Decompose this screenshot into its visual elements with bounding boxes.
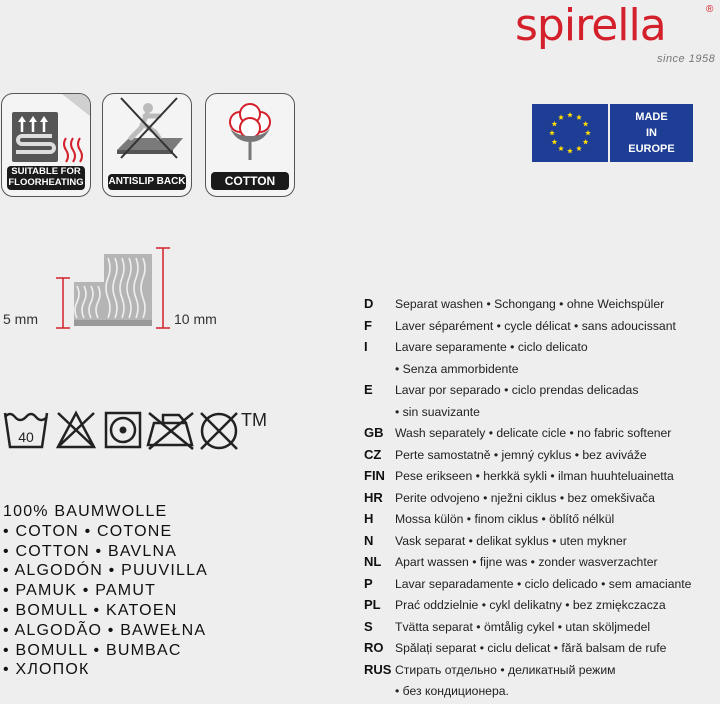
language-code: HR bbox=[364, 489, 383, 505]
instruction-text: Laver séparément • cycle délicat • sans adoucissant bbox=[395, 318, 676, 333]
composition-line: • ALGODÓN • PUUVILLA bbox=[3, 562, 209, 580]
composition-line: 100% BAUMWOLLE bbox=[3, 503, 168, 520]
instruction-text: Lavar por separado • ciclo prendas delicadas bbox=[395, 383, 639, 397]
made-in-europe-text bbox=[610, 104, 693, 162]
composition-line: • BOMULL • BUMBAC bbox=[3, 641, 182, 659]
language-code: FIN bbox=[364, 468, 385, 483]
spirella-logo: spirella bbox=[515, 0, 666, 51]
composition-line: • COTON • COTONE bbox=[3, 522, 173, 540]
composition-line: • PAMUK • PAMUT bbox=[3, 582, 157, 600]
composition-list bbox=[3, 502, 208, 680]
language-code: F bbox=[364, 317, 372, 333]
antislip-label: ANTISLIP BACK bbox=[108, 174, 186, 190]
pile-icon bbox=[0, 240, 260, 340]
instruction-text: • Senza ammorbidente bbox=[395, 361, 519, 376]
europe-text: EUROPE bbox=[628, 143, 675, 155]
instruction-text: Pese erikseen • herkkä sykli • ilman huuhteluainetta bbox=[395, 469, 674, 483]
instruction-text: Lavare separamente • ciclo delicato bbox=[395, 340, 588, 354]
language-code: CZ bbox=[364, 446, 382, 462]
instruction-text: • sin suavizante bbox=[395, 404, 480, 419]
eu-flag-icon bbox=[532, 104, 608, 162]
composition-line: • ХЛОПОК bbox=[3, 661, 90, 679]
language-code: S bbox=[364, 618, 373, 634]
instruction-text: Perite odvojeno • nježni ciklus • bez omekšivača bbox=[395, 490, 655, 505]
instruction-text: Apart wassen • fijne was • zonder wasverzachter bbox=[395, 555, 658, 569]
eu-star bbox=[549, 130, 555, 135]
instruction-text: Tvätta separat • ömtålig cykel • utan sköljmedel bbox=[395, 619, 651, 634]
language-code: H bbox=[364, 511, 374, 526]
language-code: GB bbox=[364, 425, 384, 440]
care-symbols bbox=[3, 405, 273, 455]
eu-star bbox=[552, 139, 558, 144]
no-ironing-icon bbox=[148, 413, 193, 449]
eu-star bbox=[552, 121, 558, 126]
eu-star bbox=[583, 121, 589, 126]
language-code: N bbox=[364, 532, 374, 548]
eu-star bbox=[585, 130, 591, 135]
instruction-text: • без кондиционера. bbox=[395, 684, 509, 698]
eu-star bbox=[567, 148, 573, 153]
eu-star bbox=[576, 146, 582, 151]
eu-star bbox=[583, 139, 589, 144]
eu-star bbox=[576, 114, 582, 119]
cotton-badge bbox=[205, 93, 295, 197]
language-code: RO bbox=[364, 640, 384, 655]
instruction-text: Mossa külön • finom ciklus • öblítő nélkül bbox=[395, 512, 615, 526]
floor-heating-icon bbox=[2, 94, 90, 169]
wash-temp-text: 40 bbox=[18, 429, 34, 445]
instruction-text: Spălați separat • ciclu delicat • fără balsam de rufe bbox=[395, 641, 667, 655]
no-bleach-icon bbox=[58, 413, 94, 447]
composition-line: • ALGODÃO • BAWEŁNA bbox=[3, 621, 207, 639]
pile-height-diagram bbox=[0, 240, 260, 340]
composition-line: • BOMULL • KATOEN bbox=[3, 601, 178, 619]
instruction-text: Wash separately • delicate cicle • no fabric softener bbox=[395, 426, 672, 440]
trademark-label: TM bbox=[241, 410, 267, 430]
floorheating-badge bbox=[1, 93, 91, 197]
eu-star bbox=[567, 112, 573, 117]
language-code: D bbox=[364, 296, 374, 311]
composition-line: • COTTON • BAVLNA bbox=[3, 542, 178, 560]
language-code: RUS bbox=[364, 661, 392, 677]
pile-left-label: 5 mm bbox=[3, 311, 38, 327]
floorheating-label-2: FLOORHEATING bbox=[8, 176, 84, 188]
language-code: E bbox=[364, 382, 373, 397]
registered-mark: ® bbox=[706, 4, 714, 15]
instruction-text: Separat washen • Schongang • ohne Weichspüler bbox=[395, 297, 665, 311]
pile-right-label: 10 mm bbox=[174, 311, 217, 327]
language-code: PL bbox=[364, 597, 381, 612]
antislip-badge bbox=[102, 93, 192, 197]
language-code: I bbox=[364, 339, 368, 354]
cotton-label: COTTON bbox=[211, 172, 289, 190]
instruction-text: Vask separat • delikat syklus • uten mykner bbox=[395, 533, 627, 548]
language-code: NL bbox=[364, 554, 382, 569]
eu-star bbox=[558, 114, 564, 119]
instruction-text: Lavar separadamente • ciclo delicado • sem amaciante bbox=[395, 576, 692, 591]
instruction-text: Perte samostatně • jemný cyklus • bez aviváže bbox=[395, 447, 647, 462]
floorheating-label-1: SUITABLE FOR bbox=[11, 166, 81, 177]
eu-star bbox=[558, 146, 564, 151]
instruction-text: Prać oddzielnie • cykl delikatny • bez zmiękczacza bbox=[395, 598, 666, 612]
no-dry-clean-icon bbox=[201, 413, 237, 449]
language-code: P bbox=[364, 575, 373, 591]
instruction-text: Стирать отдельно • деликатный режим bbox=[395, 662, 616, 677]
made-text: MADE bbox=[635, 111, 668, 123]
made-in-europe-label bbox=[532, 104, 693, 162]
since-tagline: since 1958 bbox=[657, 53, 716, 65]
cotton-flower-icon bbox=[206, 94, 294, 172]
in-text: IN bbox=[646, 127, 657, 139]
antislip-icon bbox=[103, 94, 191, 172]
